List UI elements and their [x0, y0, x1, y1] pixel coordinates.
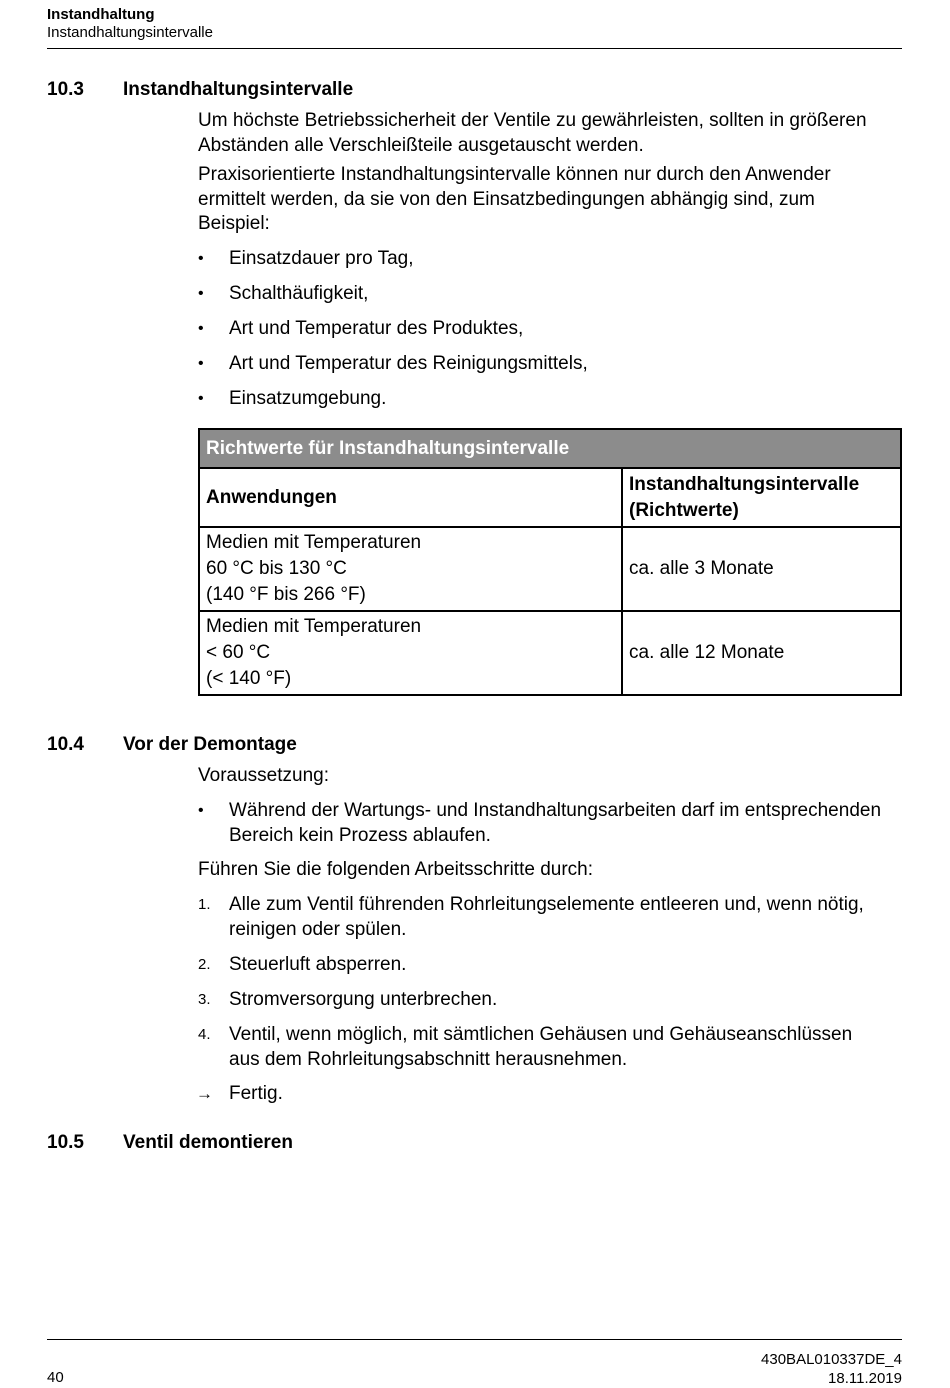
text-line: Beispiel: — [198, 213, 270, 234]
table-caption: Richtwerte für Instandhaltungsintervalle — [199, 429, 901, 468]
bullet-glyph: • — [198, 390, 204, 407]
cell-line: Medien mit Temperaturen — [206, 616, 422, 637]
cell-interval: ca. alle 3 Monate — [622, 527, 901, 611]
section-title-10-4: Vor der Demontage — [123, 734, 297, 755]
section-number-10-5: 10.5 — [47, 1132, 84, 1153]
text-line: Praxisorientierte Instandhaltungsintervalle können nur durch den Anwender — [198, 164, 831, 185]
document-info — [761, 1350, 902, 1388]
list-item: Einsatzdauer pro Tag, — [229, 248, 414, 269]
text-line: Alle zum Ventil führenden Rohrleitungselemente entleeren und, wenn nötig, — [229, 894, 864, 915]
text-line: Abständen alle Verschleißteile ausgetauscht werden. — [198, 134, 644, 156]
result-text: Fertig. — [229, 1083, 283, 1104]
step-item — [229, 1023, 902, 1072]
table-caption-row — [199, 429, 901, 468]
column-header-intervals — [622, 468, 901, 527]
cell-line: < 60 °C — [206, 642, 271, 663]
bullet-glyph: • — [198, 250, 204, 267]
text-line: aus dem Rohrleitungsabschnitt herausnehmen. — [229, 1048, 628, 1070]
page-number: 40 — [47, 1369, 64, 1386]
table-row — [199, 527, 901, 611]
list-item: Art und Temperatur des Produktes, — [229, 318, 524, 339]
list-item: Art und Temperatur des Reinigungsmittels, — [229, 353, 588, 374]
bullet-glyph: • — [198, 285, 204, 302]
running-header-chapter: Instandhaltung — [47, 6, 155, 23]
text-line: Bereich kein Prozess ablaufen. — [229, 824, 491, 846]
step-item — [229, 893, 902, 942]
column-header-applications: Anwendungen — [199, 468, 622, 527]
step-number: 1. — [198, 896, 211, 913]
step-item: Steuerluft absperren. — [229, 954, 407, 975]
header-divider — [47, 48, 902, 49]
steps-intro: Führen Sie die folgenden Arbeitsschritte durch: — [198, 859, 594, 880]
cell-line: (140 °F bis 266 °F) — [206, 584, 366, 605]
cell-application — [199, 527, 622, 611]
cell-line: 60 °C bis 130 °C — [206, 558, 347, 579]
step-number: 3. — [198, 991, 211, 1008]
running-header-section: Instandhaltungsintervalle — [47, 24, 213, 41]
cell-line: (< 140 °F) — [206, 668, 292, 689]
result-arrow-icon: → — [196, 1084, 213, 1103]
text-line: Während der Wartungs- und Instandhaltungsarbeiten darf im entsprechenden — [229, 800, 882, 821]
bullet-glyph: • — [198, 320, 204, 337]
step-number: 4. — [198, 1026, 211, 1043]
text-line: reinigen oder spülen. — [229, 918, 407, 940]
list-item: Einsatzumgebung. — [229, 388, 387, 409]
table-row — [199, 611, 901, 695]
paragraph-intro — [198, 109, 902, 158]
header-line: Instandhaltungsintervalle — [629, 473, 860, 495]
bullet-glyph: • — [198, 802, 204, 819]
text-line: ermittelt werden, da sie von den Einsatzbedingungen abhängig sind, zum — [198, 188, 815, 210]
table-header-row — [199, 468, 901, 527]
paragraph-practice — [198, 163, 902, 237]
bullet-glyph: • — [198, 355, 204, 372]
header-line: (Richtwerte) — [629, 499, 739, 521]
section-title-10-5: Ventil demontieren — [123, 1132, 293, 1153]
prerequisite-item — [229, 799, 902, 848]
cell-line: Medien mit Temperaturen — [206, 532, 422, 553]
section-number-10-3: 10.3 — [47, 79, 84, 100]
step-number: 2. — [198, 956, 211, 973]
prerequisite-label: Voraussetzung: — [198, 765, 329, 786]
maintenance-interval-table — [198, 428, 902, 696]
text-line: Ventil, wenn möglich, mit sämtlichen Gehäusen und Gehäuseanschlüssen — [229, 1024, 853, 1045]
cell-interval: ca. alle 12 Monate — [622, 611, 901, 695]
document-date: 18.11.2019 — [828, 1370, 902, 1387]
document-id: 430BAL010337DE_4 — [761, 1351, 902, 1368]
section-number-10-4: 10.4 — [47, 734, 84, 755]
cell-application — [199, 611, 622, 695]
list-item: Schalthäufigkeit, — [229, 283, 369, 304]
section-title-10-3: Instandhaltungsintervalle — [123, 79, 354, 100]
footer-divider — [47, 1339, 902, 1340]
step-item: Stromversorgung unterbrechen. — [229, 989, 498, 1010]
text-line: Um höchste Betriebssicherheit der Ventile zu gewährleisten, sollten in größeren — [198, 110, 867, 131]
